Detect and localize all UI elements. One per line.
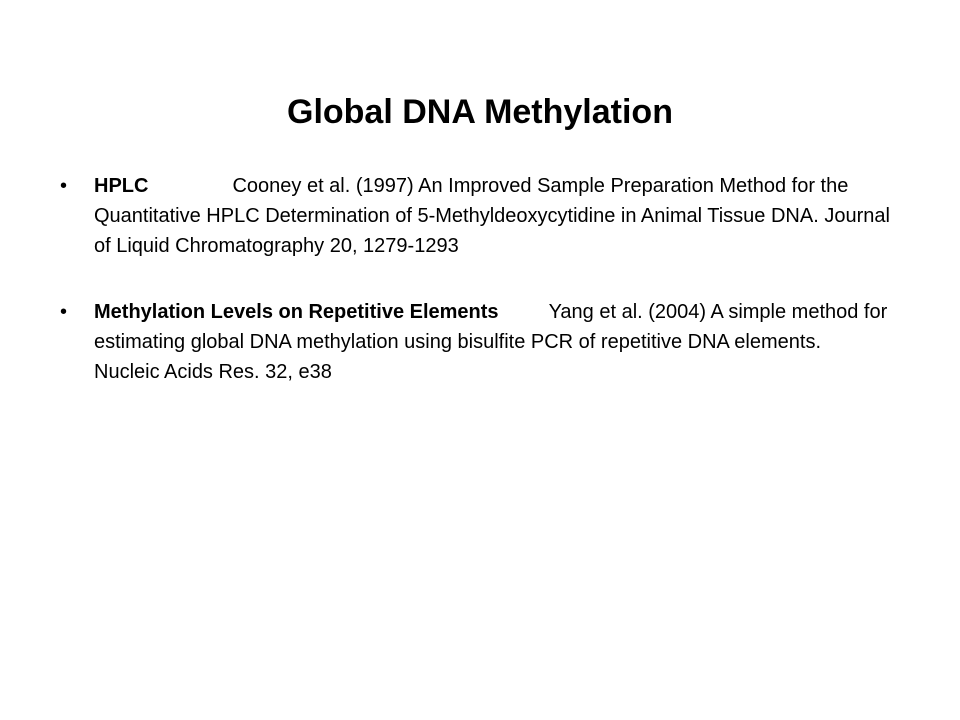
slide-title: Global DNA Methylation xyxy=(287,93,673,131)
bullet-reference: Cooney et al. (1997) An Improved Sample Preparation Method for the Quantitative HPLC Determination of 5-Methyldeoxycytidine in Animal Tissue DNA. Journal of Liquid Chromatography 20, 1279-1293 xyxy=(94,175,890,257)
bullet-item-repetitive-elements xyxy=(60,297,890,387)
bullet-list xyxy=(60,171,890,423)
bullet-heading: HPLC xyxy=(94,175,149,197)
bullet-icon: • xyxy=(60,301,68,323)
bullet-reference: Yang et al. (2004) A simple method for estimating global DNA methylation using bisulfite PCR of repetitive DNA elements. Nucleic Acids Res. 32, e38 xyxy=(94,301,888,383)
bullet-icon: • xyxy=(60,175,68,197)
bullet-heading: Methylation Levels on Repetitive Elements xyxy=(94,301,499,323)
bullet-item-hplc xyxy=(60,171,890,261)
